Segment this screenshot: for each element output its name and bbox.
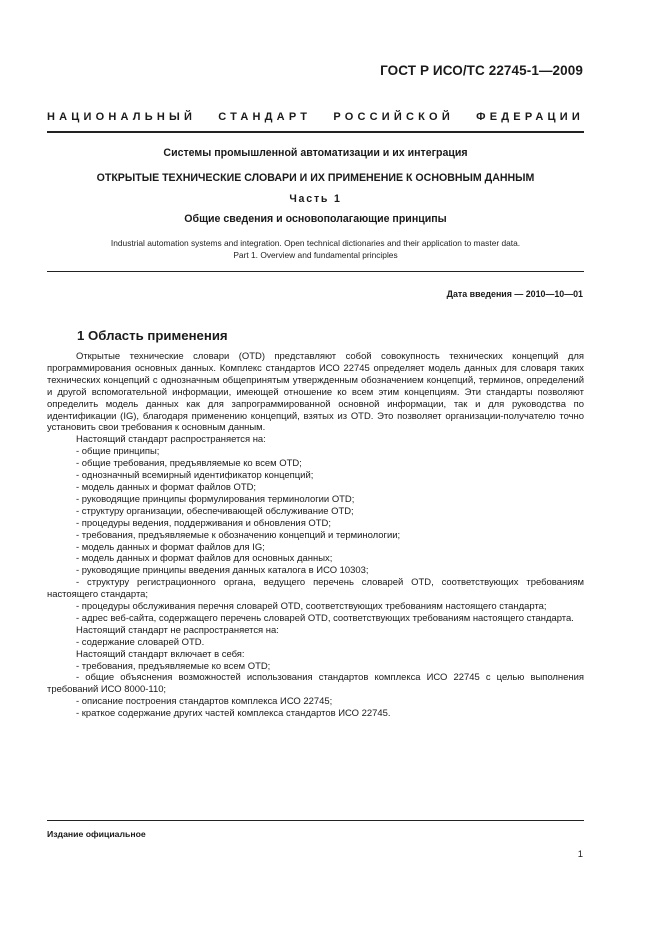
applies-heading: Настоящий стандарт распространяется на: (76, 434, 266, 446)
list-item: - адрес веб-сайта, содержащего перечень словарей OTD, соответствующих требованиям настоящего стандарта. (76, 612, 574, 624)
list-item: - требования, предъявляемые ко всем OTD; (76, 660, 271, 672)
list-item: - процедуры ведения, поддерживания и обновления OTD; (76, 517, 331, 529)
national-standard-heading: НАЦИОНАЛЬНЫЙ СТАНДАРТ РОССИЙСКОЙ ФЕДЕРАЦИИ (47, 111, 584, 123)
list-item: - руководящие принципы формулирования терминологии OTD; (76, 493, 355, 505)
main-title: ОТКРЫТЫЕ ТЕХНИЧЕСКИЕ СЛОВАРИ И ИХ ПРИМЕНЕНИЕ К ОСНОВНЫМ ДАННЫМ (96, 172, 535, 184)
list-item: - общие принципы; (76, 446, 160, 458)
not-applies-list (47, 637, 584, 649)
introduction-date: Дата введения — 2010—10—01 (446, 289, 583, 299)
english-title (47, 238, 584, 261)
list-item: - модель данных и формат файлов OTD; (76, 481, 257, 493)
section-body (47, 351, 584, 720)
page-number: 1 (577, 849, 583, 860)
includes-heading: Настоящий стандарт включает в себя: (76, 648, 245, 660)
intro-paragraph: Открытые технические словари (OTD) представляют собой совокупность технических концепций для программирования основных данных. Комплекс стандартов ИСО 22745 определяет модель данных для словаря таких технических концепций с однозначным общепринятым утвержденным обозначением концепций, терминов, определений и другой вспомогательной информации, имеющей отношение ко всем этим концепциям. Эти стандарты позволяют определить модель данных как для запрограммированной основной информации, так и для руководства по идентификации (IG), благодаря применению концепций, взятых из OTD. Это позволяет организации-получателю точно установить свои требования к основным данным. (47, 351, 584, 434)
part-title: Общие сведения и основополагающие принципы (184, 213, 447, 225)
english-title-line-2: Part 1. Overview and fundamental principles (233, 249, 398, 260)
list-item: - содержание словарей OTD. (76, 636, 205, 648)
title-block-rule (47, 271, 584, 272)
english-title-line-1: Industrial automation systems and integration. Open technical dictionaries and their application to master data. (110, 238, 521, 248)
section-title: 1 Область применения (77, 328, 228, 343)
list-item: - краткое содержание других частей комплекса стандартов ИСО 22745. (76, 708, 391, 720)
footer-rule (47, 820, 584, 821)
list-item: - структуру регистрационного органа, ведущего перечень словарей OTD, соответствующих требованиям настоящего стандарта; (47, 577, 584, 601)
official-edition: Издание официальное (47, 829, 146, 839)
applies-wrapped-list (47, 577, 584, 625)
list-item: - требования, предъявляемые к обозначению концепций и терминологии; (76, 529, 401, 541)
includes-list (47, 661, 584, 673)
list-item: - руководящие принципы введения данных каталога в ИСО 10303; (76, 565, 369, 577)
includes-tail-list (47, 696, 584, 720)
list-item: - однозначный всемирный идентификатор концепций; (76, 470, 314, 482)
document-code: ГОСТ Р ИСО/ТС 22745-1—2009 (380, 63, 583, 78)
part-label: Часть 1 (289, 193, 342, 205)
not-applies-heading: Настоящий стандарт не распространяется на: (76, 624, 279, 636)
list-item: - структуру организации, обеспечивающей обслуживание OTD; (76, 505, 354, 517)
applies-list (47, 446, 584, 577)
list-item: - описание построения стандартов комплекса ИСО 22745; (76, 696, 333, 708)
series-title: Системы промышленной автоматизации и их интеграция (163, 147, 468, 159)
list-item: - процедуры обслуживания перечня словарей OTD, соответствующих требованиям настоящего стандарта; (76, 601, 547, 613)
list-item: - модель данных и формат файлов для IG; (76, 541, 265, 553)
includes-wrapped-list (47, 672, 584, 696)
header-rule (47, 131, 584, 133)
list-item: - модель данных и формат файлов для основных данных; (76, 553, 333, 565)
list-item: - общие объяснения возможностей использования стандартов комплекса ИСО 22745 с целью выполнения требований ИСО 8000-110; (47, 672, 584, 696)
list-item: - общие требования, предъявляемые ко всем OTD; (76, 458, 302, 470)
